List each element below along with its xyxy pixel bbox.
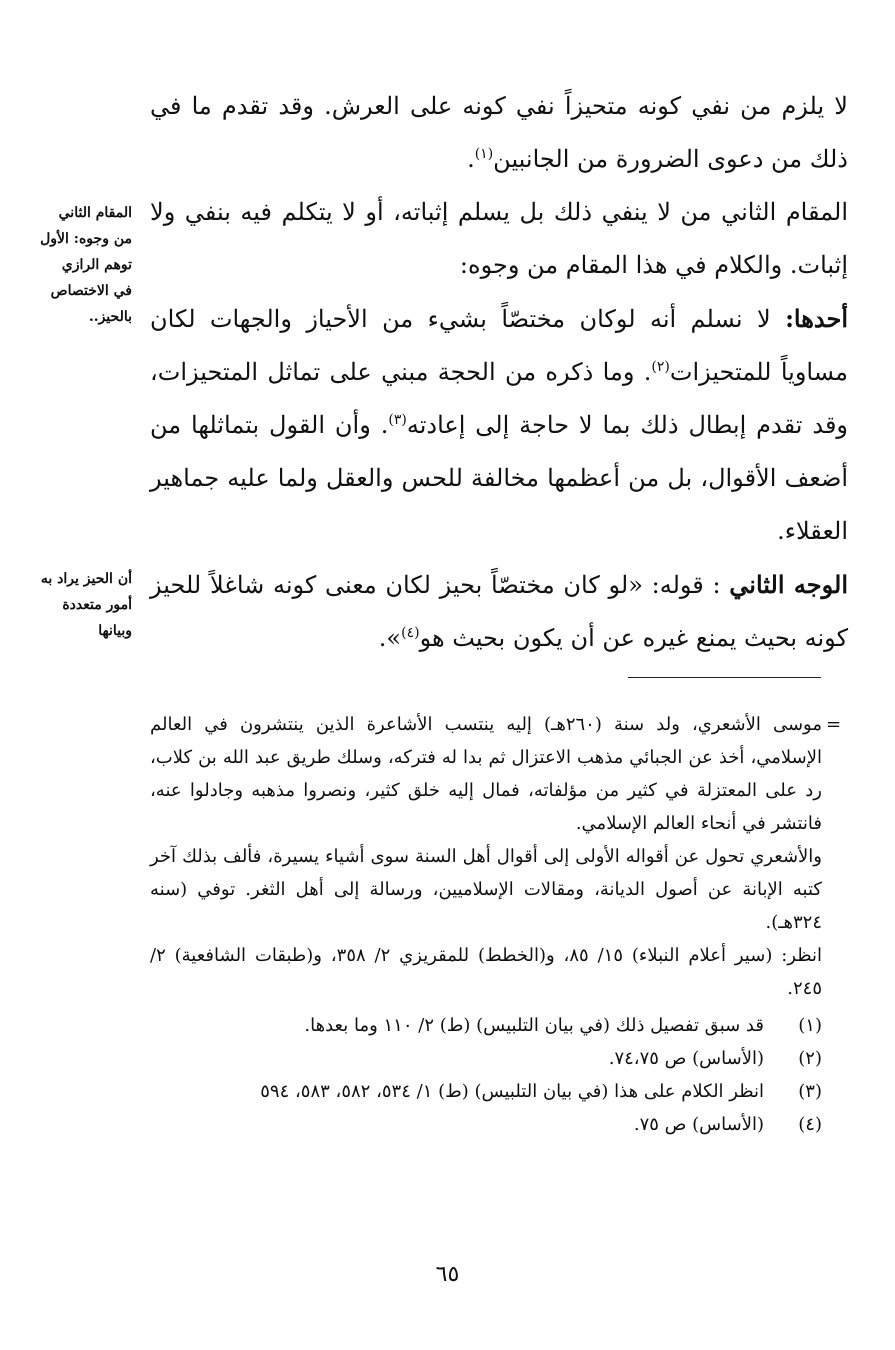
footnote-item (150, 1108, 822, 1141)
footnote-item (150, 1042, 822, 1075)
footnote-continuation-p3: انظر: (سير أعلام النبلاء) ١٥/ ٨٥، و(الخطط) للمقريزي ٢/ ٣٥٨، و(طبقات الشافعية) ٢/ ٢٤٥. (150, 945, 822, 999)
page-number: ٦٥ (435, 1262, 460, 1287)
paragraph-3-text-a: لا نسلم أنه لوكان مختصّاً بشيء من الأحياز والجهات لكان مساوياً للمتحيزات (150, 305, 848, 386)
footnote-ref-3: (٣) (388, 412, 407, 428)
paragraph-1-end: . (467, 145, 475, 173)
footnotes (150, 708, 822, 1141)
footnote-number: (٣) (798, 1081, 822, 1102)
footnote-continuation-p1: موسى الأشعري، ولد سنة (٢٦٠هـ) إليه ينتسب الأشاعرة الذين ينتشرون في العالم الإسلامي، أخذ عن الجبائي مذهب الاعتزال ثم بدا له فتركه، وسلك طريق عبد الله بن كلاب، رد على المعتزلة في كثير من مؤلفاته، فمال إليه خلق كثير، ونصروا مذهبه وجادلوا عنه، فانتشر في أنحاء العالم الإسلامي. (150, 714, 822, 834)
footnote-ref-2: (٢) (651, 359, 670, 375)
footnote-text: قد سبق تفصيل ذلك (في بيان التلبيس) (ط) ٢/ ١١٠ وما بعدها. (304, 1015, 764, 1036)
margin-note-1: المقام الثاني من وجوه: الأول توهم الرازي في الاختصاص بالحيز.. (40, 205, 132, 325)
footnote-continuation-mark: = (826, 714, 842, 735)
footnote-text: (الأساس) ص ٧٥. (633, 1114, 764, 1135)
footnote-item (150, 1009, 822, 1042)
paragraph-4-lead: الوجه الثاني (729, 570, 849, 599)
paragraph-3 (150, 292, 848, 558)
paragraph-3-text-b: . وما ذكره من الحجة مبني على تماثل المتحيزات، وقد تقدم إبطال ذلك بما لا حاجة إلى إعادته (150, 358, 849, 439)
footnote-number: (٢) (798, 1048, 822, 1069)
footnote-text: انظر الكلام على هذا (في بيان التلبيس) (ط) ١/ ٥٣٤، ٥٨٢، ٥٨٣، ٥٩٤ (260, 1081, 764, 1102)
footnote-text: (الأساس) ص ٧٤،٧٥. (608, 1048, 764, 1069)
main-text (150, 80, 848, 665)
paragraph-4-text: : قوله: «لو كان مختصّاً بحيز لكان معنى كونه شاغلاً للحيز كونه بحيث يمنع غيره عن أن يكون بحيث هو (150, 571, 848, 652)
paragraph-1-text: لا يلزم من نفي كونه متحيزاً نفي كونه على العرش. وقد تقدم ما في ذلك من دعوى الضرورة من الجانبين (150, 92, 848, 173)
paragraph-4 (150, 558, 848, 665)
footnote-separator (628, 677, 821, 678)
paragraph-3-lead: أحدها: (785, 304, 848, 333)
footnote-number: (١) (798, 1015, 822, 1036)
paragraph-1 (150, 80, 848, 186)
footnote-ref-1: (١) (474, 146, 494, 162)
paragraph-4-end: ». (378, 624, 402, 652)
footnote-ref-4: (٤) (401, 625, 420, 641)
footnote-continuation-p2: والأشعري تحول عن أقواله الأولى إلى أقوال أهل السنة سوى أشياء يسيرة، فألف بذلك آخر كتبه الإبانة عن أصول الديانة، ومقالات الإسلاميين، ورسالة إلى أهل الثغر. توفي (سنه ٣٢٤هـ). (150, 846, 822, 933)
paragraph-2: المقام الثاني من لا ينفي ذلك بل يسلم إثباته، أو لا يتكلم فيه بنفي ولا إثبات. والكلام في هذا المقام من وجوه: (150, 198, 848, 279)
paragraph-3-text-c: . وأن القول بتماثلها من أضعف الأقوال، بل من أعظمها مخالفة للحس والعقل ولما عليه جماهير العقلاء. (150, 411, 848, 545)
margin-note-2: أن الحيز يراد به أمور متعددة وبيانها (40, 571, 132, 639)
footnote-number: (٤) (798, 1114, 822, 1135)
footnote-item (150, 1075, 822, 1108)
